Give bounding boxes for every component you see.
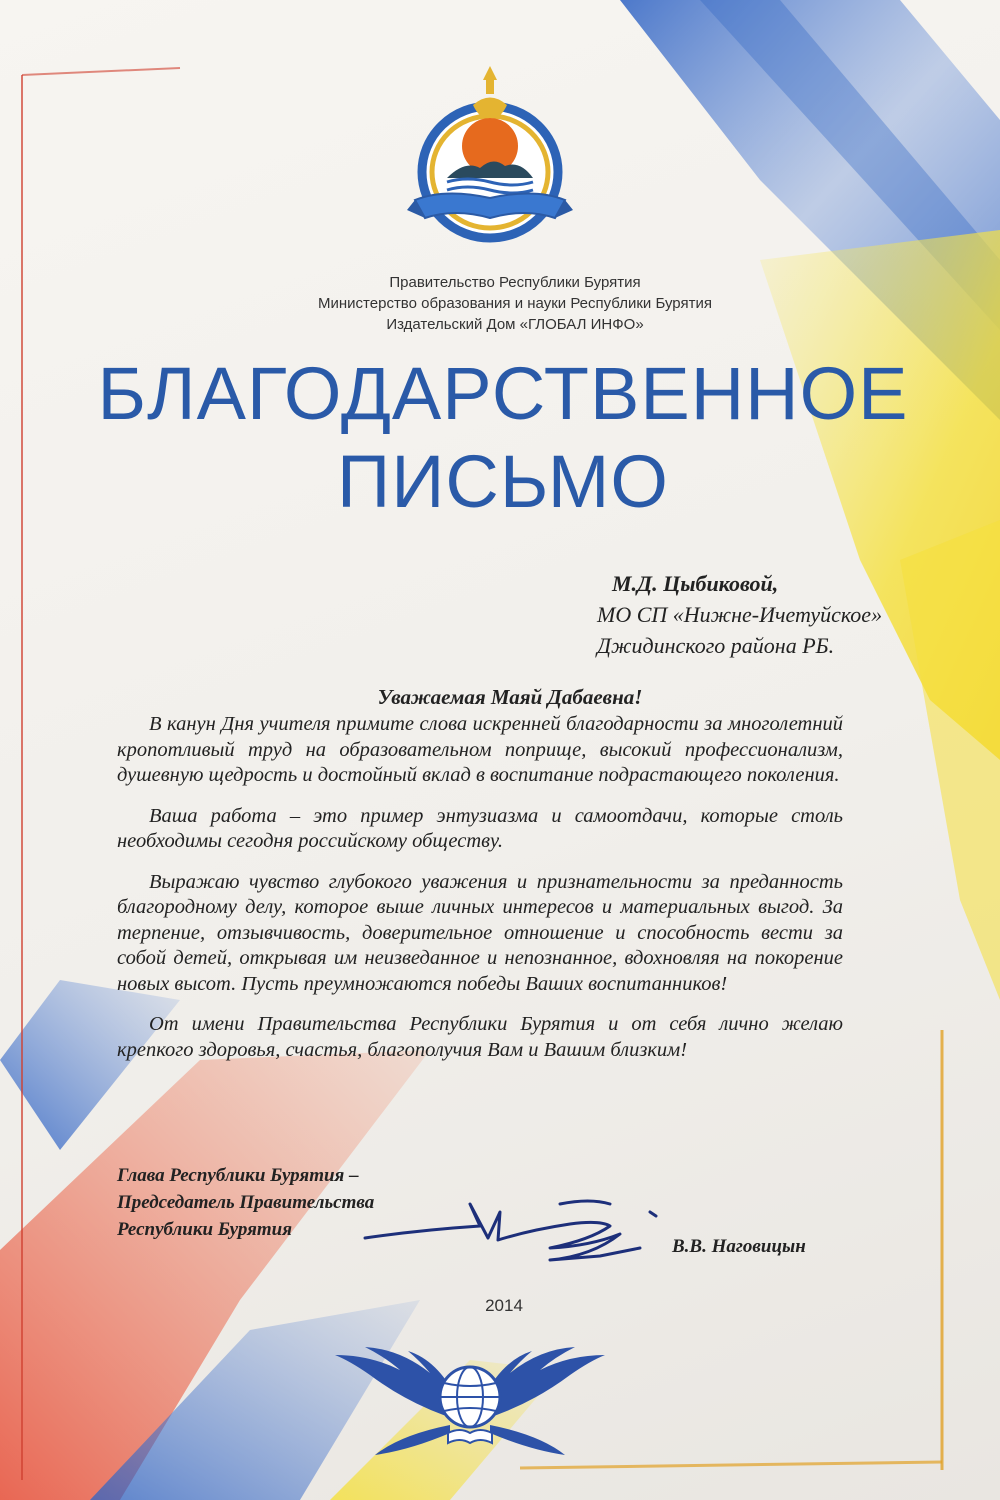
title-line: ПИСЬМО	[337, 440, 669, 523]
signer-title	[117, 1162, 374, 1243]
issuing-organizations	[0, 272, 1000, 335]
org-line: Издательский Дом «ГЛОБАЛ ИНФО»	[386, 316, 644, 333]
signer-title-line: Глава Республики Бурятия –	[117, 1165, 359, 1186]
addressee-district: Джидинского района РБ.	[597, 633, 835, 658]
addressee-name: М.Д. Цыбиковой,	[612, 571, 779, 596]
document-title	[0, 350, 1000, 526]
signer-title-line: Председатель Правительства	[117, 1192, 375, 1213]
addressee-org: МО СП «Нижне-Ичетуйское»	[597, 602, 883, 627]
publisher-logo-icon	[330, 1325, 610, 1465]
letter-body	[117, 712, 843, 1078]
org-line: Министерство образования и науки Республики Бурятия	[318, 295, 712, 312]
body-paragraph: Выражаю чувство глубокого уважения и признательности за преданность благородному делу, которое выше личных интересов и материальных выгод. За терпение, отзывчивость, доверительное отношение и способность вести за собой детей, открывая им неизведанное и непознанное, вдохновляя на покорение новых высот. Пусть преумножаются победы Ваших воспитанников!	[117, 870, 843, 995]
body-paragraph: В канун Дня учителя примите слова искренней благодарности за многолетний кропотливый труд на образовательном поприще, высокий профессионализм, душевную щедрость и достойный вклад в воспитание подрастающего поколения.	[117, 713, 843, 786]
coat-of-arms-icon	[405, 60, 575, 245]
signer-name: В.В. Наговицын	[672, 1236, 806, 1257]
salutation: Уважаемая Маяй Дабаевна!	[377, 685, 643, 709]
org-line: Правительство Республики Бурятия	[389, 274, 641, 291]
body-paragraph: Ваша работа – это пример энтузиазма и самоотдачи, которые столь необходимы сегодня российскому обществу.	[117, 804, 843, 852]
signer-title-line: Республики Бурятия	[117, 1219, 292, 1240]
addressee-block	[597, 568, 882, 661]
issue-year: 2014	[485, 1296, 523, 1315]
handwritten-signature	[360, 1190, 680, 1280]
title-line: БЛАГОДАРСТВЕННОЕ	[97, 352, 909, 435]
body-paragraph: От имени Правительства Республики Бурятия и от себя лично желаю крепкого здоровья, счастья, благополучия Вам и Вашим близким!	[117, 1013, 843, 1061]
